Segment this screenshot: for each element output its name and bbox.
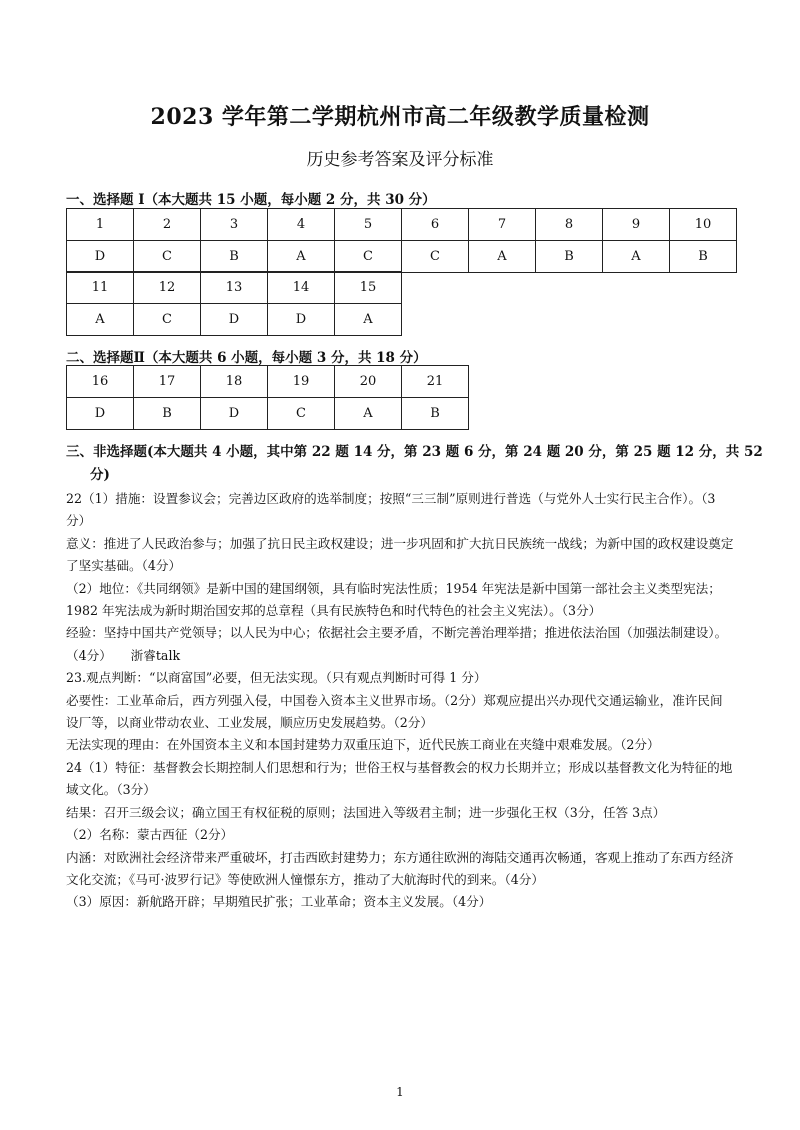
answer-paragraph: 必要性：工业革命后，西方列强入侵，中国卷入资本主义世界市场。（2分）郑观应提出兴办现代交通运输业，准许民间设厂等，以商业带动农业、工业发展，顺应历史发展趋势。（2分） xyxy=(66,692,723,731)
answer-paragraph: 经验：坚持中国共产党领导；以人民为中心；依据社会主要矛盾，不断完善治理举措；推进依法治国（加强法制建设）。（4分） 浙睿talk xyxy=(66,625,728,663)
question-number: 7 xyxy=(469,209,536,241)
answer-cell: A xyxy=(67,304,134,336)
page-subtitle: 历史参考答案及评分标准 xyxy=(306,150,494,170)
answer-paragraph: （3）原因：新航路开辟；早期殖民扩张；工业革命；资本主义发展。（4分） xyxy=(66,894,492,910)
answer-cell: B xyxy=(201,241,268,273)
section2-numbers xyxy=(67,366,469,398)
question-number: 14 xyxy=(268,272,335,304)
section1-heading: 一、选择题 Ⅰ（本大题共 15 小题，每小题 2 分，共 30 分） xyxy=(66,192,436,208)
answer-cell: C xyxy=(134,304,201,336)
section3-heading: 三、非选择题(本大题共 4 小题，其中第 22 题 14 分，第 23 题 6 分，第 24 题 20 分，第 25 题 12 分，共 52 xyxy=(66,444,763,460)
question-number: 2 xyxy=(134,209,201,241)
section2-table xyxy=(66,365,469,430)
section1-table-row1 xyxy=(66,208,737,273)
section2-heading: 二、选择题Ⅱ（本大题共 6 小题，每小题 3 分，共 18 分） xyxy=(66,350,427,366)
answer-cell: D xyxy=(67,398,134,430)
section3-heading-cont: 分) xyxy=(90,467,110,483)
answer-cell: C xyxy=(268,398,335,430)
question-number: 17 xyxy=(134,366,201,398)
section1-row1-answers xyxy=(67,241,737,273)
question-number: 20 xyxy=(335,366,402,398)
question-number: 13 xyxy=(201,272,268,304)
question-number: 1 xyxy=(67,209,134,241)
question-number: 15 xyxy=(335,272,402,304)
answer-paragraph: （2）地位：《共同纲领》是新中国的建国纲领，具有临时宪法性质；1954 年宪法是新中国第一部社会主义类型宪法；1982 年宪法成为新时期治国安邦的总章程（具有民族特色和时代特色的社会主义宪法）。（3分） xyxy=(66,580,721,619)
answer-paragraph: 结果：召开三级会议；确立国王有权征税的原则；法国进入等级君主制；进一步强化王权（3分，任答 3点） xyxy=(66,804,666,820)
answer-cell: A xyxy=(603,241,670,273)
question-number: 3 xyxy=(201,209,268,241)
question-number: 10 xyxy=(670,209,737,241)
answer-cell: C xyxy=(335,241,402,273)
answer-cell: A xyxy=(335,304,402,336)
answer-cell: A xyxy=(268,241,335,273)
question-number: 16 xyxy=(67,366,134,398)
answer-paragraph: 23.观点判断：“以商富国”必要，但无法实现。（只有观点判断时可得 1 分） xyxy=(66,670,487,686)
answer-paragraph: 24（1）特征：基督教会长期控制人们思想和行为；世俗王权与基督教会的权力长期并立；形成以基督教文化为特征的地域文化。（3分） xyxy=(66,759,733,798)
section1-row2-answers xyxy=(67,304,402,336)
answer-cell: D xyxy=(67,241,134,273)
answer-cell: A xyxy=(469,241,536,273)
question-number: 9 xyxy=(603,209,670,241)
answer-cell: C xyxy=(134,241,201,273)
answer-cell: B xyxy=(536,241,603,273)
question-number: 18 xyxy=(201,366,268,398)
answer-cell: D xyxy=(201,398,268,430)
page-title: 2023 学年第二学期杭州市高二年级教学质量检测 xyxy=(150,104,650,130)
answer-paragraph: 意义：推进了人民政治参与；加强了抗日民主政权建设；进一步巩固和扩大抗日民族统一战线；为新中国的政权建设奠定了坚实基础。（4分） xyxy=(66,535,734,574)
section2-answers xyxy=(67,398,469,430)
answer-cell: B xyxy=(670,241,737,273)
answer-cell: B xyxy=(134,398,201,430)
answer-cell: D xyxy=(201,304,268,336)
question-number: 12 xyxy=(134,272,201,304)
answer-paragraph: 内涵：对欧洲社会经济带来严重破坏，打击西欧封建势力；东方通往欧洲的海陆交通再次畅通，客观上推动了东西方经济文化交流；《马可·波罗行记》等使欧洲人憧憬东方，推动了大航海时代的到来。（4分） xyxy=(66,849,734,887)
section1-table-row2 xyxy=(66,271,402,336)
section3-answers xyxy=(66,488,734,914)
answer-paragraph: 无法实现的理由：在外国资本主义和本国封建势力双重压迫下，近代民族工商业在夹缝中艰难发展。（2分） xyxy=(66,737,660,753)
answer-paragraph: （2）名称：蒙古西征（2分） xyxy=(66,827,234,843)
question-number: 19 xyxy=(268,366,335,398)
answer-cell: C xyxy=(402,241,469,273)
question-number: 11 xyxy=(67,272,134,304)
section1-row1-numbers xyxy=(67,209,737,241)
answer-cell: A xyxy=(335,398,402,430)
question-number: 6 xyxy=(402,209,469,241)
answer-cell: D xyxy=(268,304,335,336)
section1-row2-numbers xyxy=(67,272,402,304)
page-number: 1 xyxy=(396,1085,404,1099)
answer-paragraph: 22（1）措施：设置参议会；完善边区政府的选举制度；按照“三三制”原则进行普选（与党外人士实行民主合作）。（3分） xyxy=(66,491,716,529)
question-number: 4 xyxy=(268,209,335,241)
question-number: 8 xyxy=(536,209,603,241)
question-number: 5 xyxy=(335,209,402,241)
answer-cell: B xyxy=(402,398,469,430)
question-number: 21 xyxy=(402,366,469,398)
